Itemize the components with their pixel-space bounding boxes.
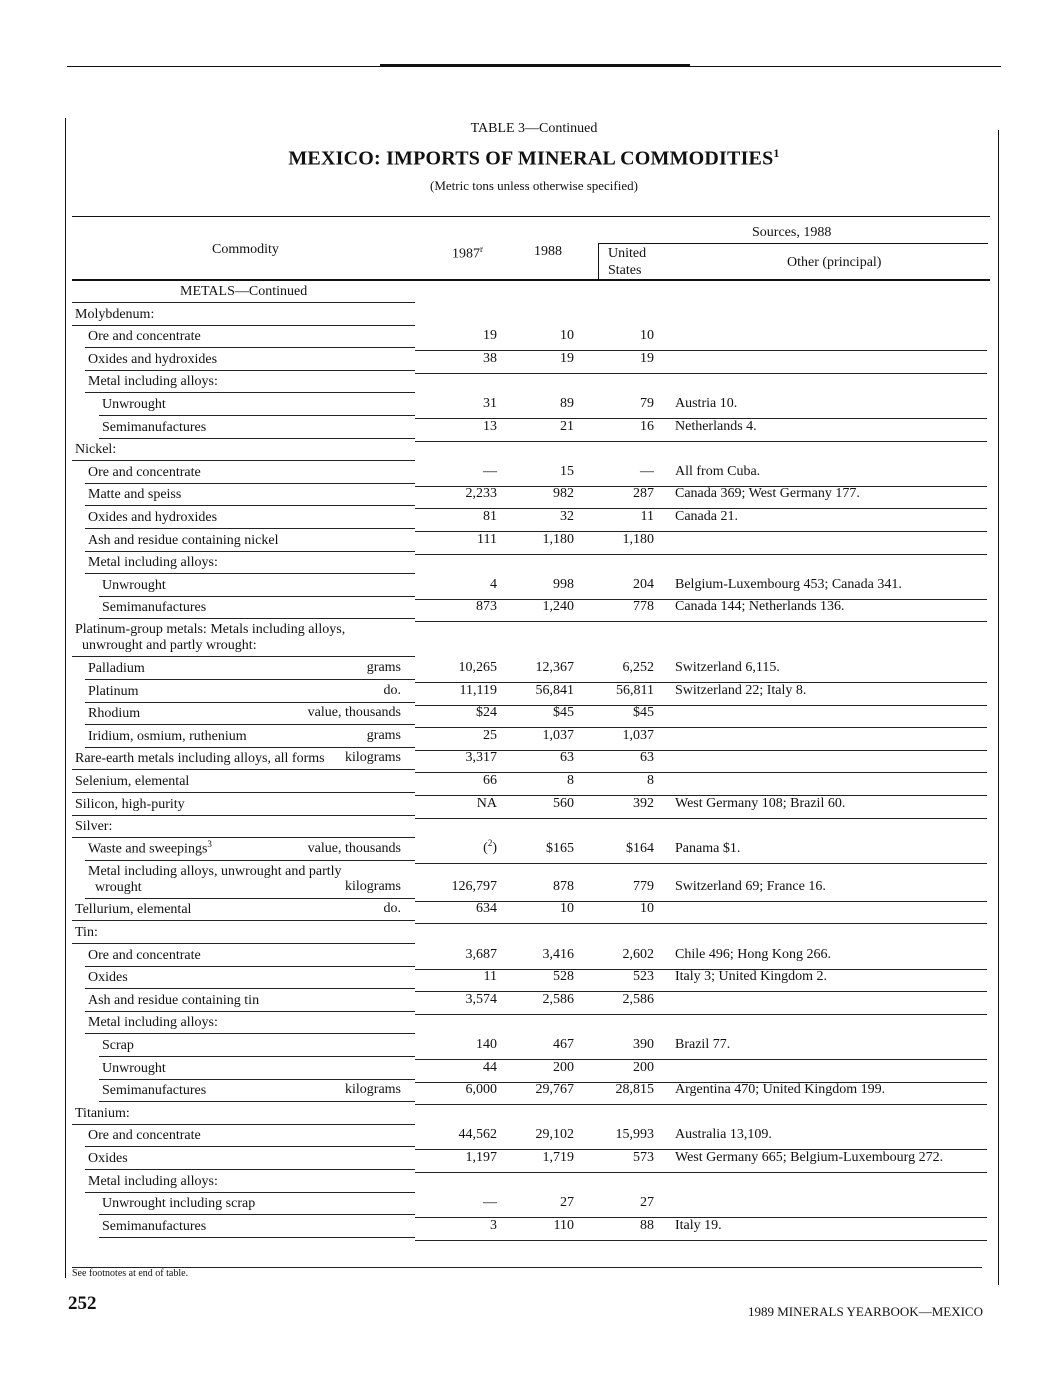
value-1988: 10 [560,901,574,917]
value-1988: 467 [553,1036,574,1052]
table-row [0,574,1050,597]
section-heading: METALS—Continued [180,284,308,299]
value-1987: 81 [483,508,497,524]
table-row [0,770,1050,793]
commodity-name-text: Scrap [102,1037,134,1053]
value-1987: 3,687 [465,946,497,962]
other-sources: Switzerland 6,115. [675,659,780,675]
value-1988: $45 [553,705,574,721]
value-united-states: 779 [633,878,654,894]
other-sources: Panama $1. [675,840,741,856]
commodity-name [88,948,201,963]
table-row [0,1125,1050,1148]
value-united-states: 523 [633,969,654,985]
value-united-states: $164 [626,840,654,856]
commodity-name [88,487,181,502]
header-1987 [452,244,483,263]
value-united-states: 287 [633,486,654,502]
commodity-name-text: Ore and concentrate [88,464,201,480]
value-1987: 10,265 [458,659,497,675]
header-bottom-rule [72,279,990,281]
value-united-states: 79 [640,395,654,411]
value-1987: 19 [483,328,497,344]
header-sources: Sources, 1988 [752,225,832,240]
table-row [0,748,1050,771]
unit-label: grams [366,659,401,675]
value-1987 [483,838,497,857]
value-1988: 110 [553,1217,574,1233]
value-united-states: 778 [633,599,654,615]
commodity-name-text: Silver: [75,819,113,835]
us-column-divider [598,244,599,280]
commodity-name-text: Titanium: [75,1105,130,1121]
other-sources: Italy 3; United Kingdom 2. [675,969,828,985]
value-1987: 3,574 [465,991,497,1007]
value-1987: 44 [483,1059,497,1075]
table-title [0,146,1050,171]
table-row [0,552,1050,575]
header-1988: 1988 [534,244,562,259]
value-united-states: 63 [640,750,654,766]
value-1987: 4 [490,576,497,592]
commodity-name-text: Ore and concentrate [88,1128,201,1144]
other-sources: Austria 10. [675,395,738,411]
commodity-name [88,510,217,525]
footnote: See footnotes at end of table. [72,1268,189,1279]
table-row [0,944,1050,967]
value-1987: 44,562 [458,1127,497,1143]
commodity-name-text: Ore and concentrate [88,329,201,345]
commodity-name-text: Ore and concentrate [88,947,201,963]
value-1988: 1,037 [542,727,574,743]
table-row [0,326,1050,349]
table-row [0,1080,1050,1103]
table-row [0,371,1050,394]
commodity-name [102,1061,166,1076]
table-row [0,725,1050,748]
table-row [0,597,1050,620]
value-1987: 3,317 [465,750,497,766]
table-row [0,657,1050,680]
commodity-name [75,797,185,812]
commodity-name-text: Metal including alloys: [88,1015,218,1031]
commodity-name [75,751,325,766]
commodity-name [102,1083,206,1098]
value-united-states: 88 [640,1217,654,1233]
commodity-name [75,925,98,940]
value-1987: 11 [483,969,497,985]
value-united-states: — [640,463,654,479]
value-united-states: 390 [633,1036,654,1052]
commodity-name [88,329,201,344]
value-united-states: 200 [633,1059,654,1075]
commodity-name [102,397,166,412]
commodity-name [88,729,247,744]
table-row [0,989,1050,1012]
value-united-states: 27 [640,1195,654,1211]
footnote-marker: 3 [207,839,212,850]
commodity-name [88,533,279,548]
table-row [0,348,1050,371]
other-sources: Brazil 77. [675,1036,731,1052]
value-1988: 12,367 [535,659,574,675]
commodity-name [102,420,206,435]
value-united-states: 1,180 [622,531,654,547]
value-1988: 3,416 [542,946,574,962]
running-footer: 1989 MINERALS YEARBOOK—MEXICO [748,1304,983,1319]
commodity-name-text: Unwrought including scrap [102,1196,256,1212]
commodity-name-text: Semimanufactures [102,419,207,435]
table-row [0,861,1050,899]
value-1988: 89 [560,395,574,411]
value-1988: 21 [560,418,574,434]
value-1987: 25 [483,727,497,743]
commodity-name-text: Molybdenum: [75,306,155,322]
commodity-name-text: Semimanufactures [102,1083,207,1099]
value-1987: — [483,1195,497,1211]
value-1987: — [483,463,497,479]
value-united-states: 10 [640,328,654,344]
commodity-name [88,970,128,985]
commodity-name [102,1196,255,1211]
commodity-name [88,1174,218,1189]
value-1988: 528 [553,969,574,985]
other-sources: Canada 21. [675,508,738,524]
value-1987-open: ( [483,840,488,856]
value-1987: 126,797 [451,878,497,894]
value-1988: 2,586 [542,991,574,1007]
table-row [0,439,1050,462]
value-1987: NA [476,795,497,811]
value-united-states: 11 [640,508,654,524]
value-1988: 200 [553,1059,574,1075]
value-united-states: 6,252 [622,659,654,675]
commodity-name: Platinum-group metals: Metals including alloys, [75,622,346,638]
value-1987: 140 [476,1036,497,1052]
value-united-states: 28,815 [615,1082,654,1098]
commodity-name [102,1219,206,1234]
commodity-name [102,1038,134,1053]
value-1988: 1,719 [542,1149,574,1165]
commodity-name-text: Unwrought [102,577,166,593]
value-1988: 29,102 [535,1127,574,1143]
value-united-states: 573 [633,1149,654,1165]
table-row [0,461,1050,484]
table-row [0,1193,1050,1216]
commodity-name-text: Semimanufactures [102,600,207,616]
table-label: TABLE 3—Continued [470,121,598,136]
header-1987-text: 1987 [452,246,480,262]
value-1987: 2,233 [465,486,497,502]
commodity-name-text: Unwrought [102,396,166,412]
value-1988: 982 [553,486,574,502]
commodity-name-text: Metal including alloys: [88,374,218,390]
other-sources: Belgium-Luxembourg 453; Canada 341. [675,576,902,592]
value-united-states: 10 [640,901,654,917]
commodity-name [88,993,259,1008]
header-us-line1: United [608,246,647,261]
commodity-name-text: Silicon, high-purity [75,796,185,812]
unit-label: grams [366,727,401,743]
value-1988: 29,767 [535,1082,574,1098]
table-row [0,506,1050,529]
value-1988: 1,180 [542,531,574,547]
value-1988: $165 [546,840,574,856]
value-united-states: 19 [640,350,654,366]
unit-label: kilograms [345,750,401,766]
other-sources: Canada 369; West Germany 177. [675,486,860,502]
unit-label: value, thousands [307,840,401,856]
title-footnote-marker: 1 [773,146,780,160]
value-1988: 27 [560,1195,574,1211]
other-sources: West Germany 108; Brazil 60. [675,795,846,811]
commodity-name-text: Oxides [88,970,128,986]
commodity-name-text: Metal including alloys: [88,555,218,571]
other-sources: West Germany 665; Belgium-Luxembourg 272. [675,1149,944,1165]
table-row [0,703,1050,726]
other-sources: Argentina 470; United Kingdom 199. [675,1082,886,1098]
header-us-line2: States [608,263,642,278]
value-united-states: 204 [633,576,654,592]
other-sources: Chile 496; Hong Kong 266. [675,946,831,962]
commodity-name-text: Matte and speiss [88,487,182,503]
other-sources: Netherlands 4. [675,418,757,434]
commodity-name-text: Rare-earth metals including alloys, all forms [75,751,325,767]
commodity-name [88,706,140,721]
value-united-states: 392 [633,795,654,811]
commodity-name-text: Iridium, osmium, ruthenium [88,728,247,744]
commodity-name: Metal including alloys, unwrought and partly [88,863,342,879]
value-united-states: $45 [633,705,654,721]
table-row [0,793,1050,816]
commodity-name [102,600,206,615]
commodity-name [88,661,145,676]
value-united-states: 1,037 [622,727,654,743]
header-other: Other (principal) [787,255,882,270]
value-1987: 6,000 [465,1082,497,1098]
table-subtitle: (Metric tons unless otherwise specified) [430,178,638,193]
value-united-states: 2,586 [622,991,654,1007]
table-title-text: MEXICO: IMPORTS OF MINERAL COMMODITIES [288,147,774,170]
table-row [0,680,1050,703]
value-1988: 56,841 [535,682,574,698]
value-1987: 66 [483,772,497,788]
top-rule-thick [380,64,690,67]
value-1987: 11,119 [459,682,497,698]
other-sources: Switzerland 22; Italy 8. [675,682,807,698]
value-1988: 32 [560,508,574,524]
other-sources: All from Cuba. [675,463,761,479]
table-row [0,416,1050,439]
unit-label: value, thousands [307,705,401,721]
table-row [0,1147,1050,1170]
value-united-states: 16 [640,418,654,434]
value-1988: 560 [553,795,574,811]
commodity-name [75,442,116,457]
value-united-states: 8 [647,772,654,788]
table-row [0,838,1050,861]
commodity-name [75,307,154,322]
value-1987: 111 [477,531,497,547]
other-sources: Switzerland 69; France 16. [675,878,826,894]
page-number: 252 [68,1293,97,1314]
value-1987: 38 [483,350,497,366]
value-1987: 31 [483,395,497,411]
commodity-name-text: Palladium [88,660,145,676]
commodity-name-text: Ash and residue containing nickel [88,532,279,548]
commodity-name [88,352,217,367]
commodity-name-text: Platinum [88,683,139,699]
value-1987-close: ) [492,840,497,856]
value-1988: 10 [560,328,574,344]
commodity-name-continued: wrought [95,879,142,895]
value-1988: 63 [560,750,574,766]
row-rule [99,1237,415,1238]
commodity-name [88,374,218,389]
commodity-name-continued: unwrought and partly wrought: [82,638,257,654]
commodity-name-text: Unwrought [102,1060,166,1076]
value-united-states: 56,811 [616,682,654,698]
unit-label: do. [383,682,401,698]
value-1987: 1,197 [465,1149,497,1165]
table-row [0,484,1050,507]
unit-label: kilograms [345,1082,401,1098]
table-row [0,1170,1050,1193]
row-rule-data [415,1240,987,1241]
table-end-rule [72,1267,982,1268]
other-sources: Italy 19. [675,1217,722,1233]
value-united-states: 15,993 [615,1127,654,1143]
unit-label: do. [383,901,401,917]
table-row [0,1034,1050,1057]
commodity-name [75,1106,130,1121]
commodity-name-text: Rhodium [88,706,141,722]
table-row [0,1012,1050,1035]
commodity-name-text: Oxides [88,1150,128,1166]
commodity-name [88,1128,201,1143]
unit-label: kilograms [345,878,401,894]
value-united-states: 2,602 [622,946,654,962]
commodity-name-text: Semimanufactures [102,1218,207,1234]
header-top-rule [72,216,990,217]
table-row [0,529,1050,552]
table-row [0,619,1050,657]
value-1988: 15 [560,463,574,479]
commodity-name [88,465,201,480]
header-commodity: Commodity [212,242,279,257]
footnote-marker: 2 [487,838,493,849]
value-1987: 3 [490,1217,497,1233]
commodity-name-text: Metal including alloys: [88,1173,218,1189]
table-row [0,303,1050,326]
table-row [0,899,1050,922]
commodity-name-text: Oxides and hydroxides [88,351,218,367]
commodity-name [88,1015,218,1030]
value-1987: 634 [476,901,497,917]
table-row [0,393,1050,416]
other-sources: Canada 144; Netherlands 136. [675,599,845,615]
commodity-name [75,819,112,834]
table-row [0,1057,1050,1080]
value-1987: 873 [476,599,497,615]
table-row [0,1102,1050,1125]
commodity-name [75,774,189,789]
commodity-name-text: Ash and residue containing tin [88,992,260,1008]
commodity-name-text: Waste and sweepings [88,841,208,857]
value-1988: 878 [553,878,574,894]
header-1987-revised-mark: r [480,244,483,254]
value-1988: 998 [553,576,574,592]
table-row [0,967,1050,990]
commodity-name-text: Nickel: [75,442,117,458]
commodity-name [88,684,139,699]
value-1988: 8 [567,772,574,788]
commodity-name [88,837,212,857]
commodity-name-text: Selenium, elemental [75,773,190,789]
commodity-name-text: Tin: [75,924,98,940]
commodity-name-text: Tellurium, elemental [75,902,192,918]
value-1988: 1,240 [542,599,574,615]
commodity-name [102,578,166,593]
table-row [0,921,1050,944]
commodity-name [88,1151,128,1166]
sources-rule [598,243,988,244]
commodity-name [88,555,218,570]
value-1988: 19 [560,350,574,366]
commodity-name-text: Oxides and hydroxides [88,509,218,525]
value-1987: 13 [483,418,497,434]
value-1987: $24 [476,705,497,721]
table-row [0,1215,1050,1238]
other-sources: Australia 13,109. [675,1127,772,1143]
commodity-name [75,902,191,917]
table-row [0,816,1050,839]
